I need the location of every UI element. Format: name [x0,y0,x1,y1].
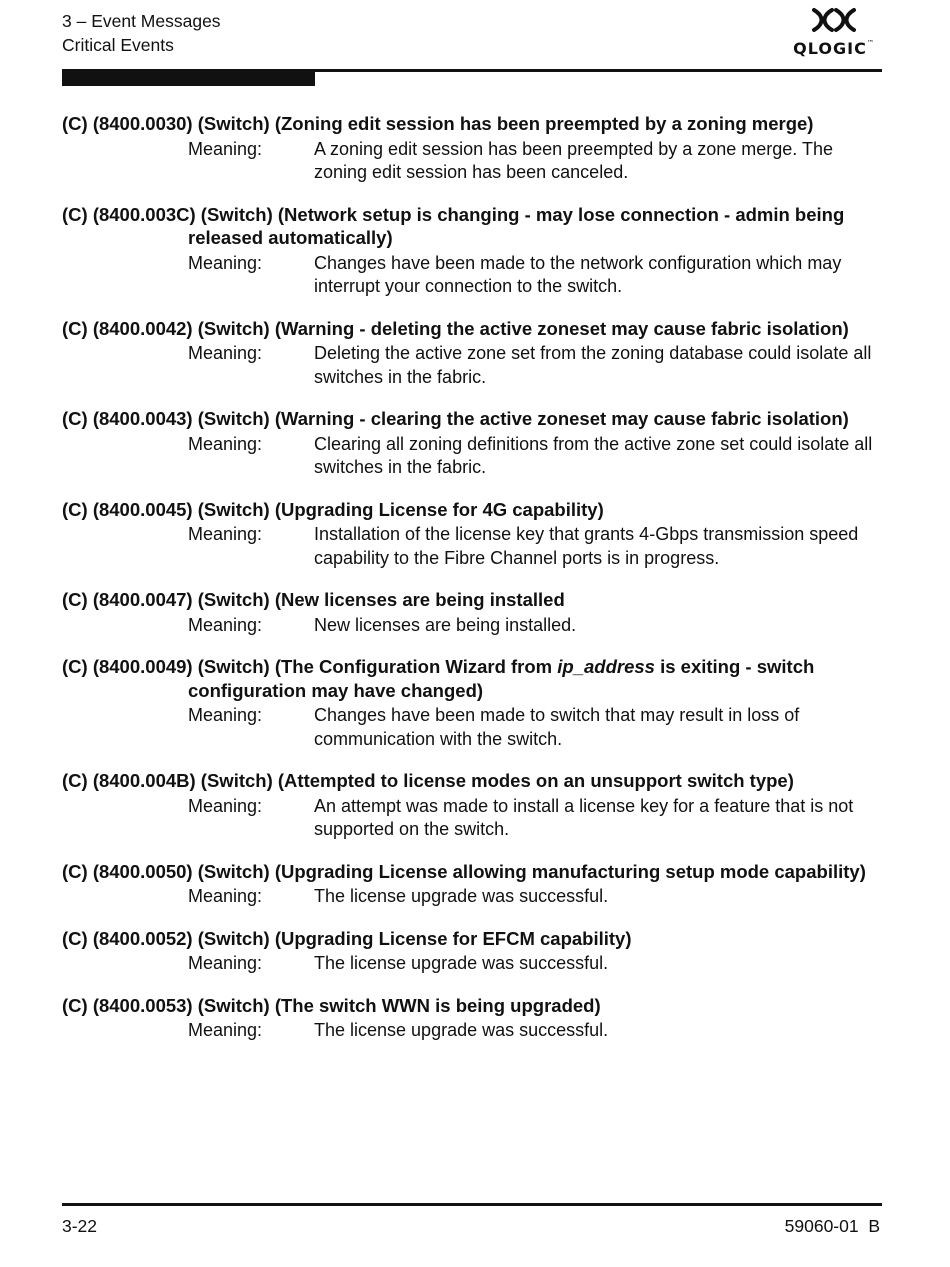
event-title: (C) (8400.004B) (Switch) (Attempted to license modes on an unsupport switch type) [62,770,794,791]
logo-trademark: ™ [866,39,875,47]
event-title: (C) (8400.0043) (Switch) (Warning - clearing the active zoneset may cause fabric isolation) [62,408,849,429]
meaning-text: Clearing all zoning definitions from the active zone set could isolate all switches in the fabric. [314,433,873,477]
event-entry [62,317,882,390]
meaning-text: The license upgrade was successful. [314,953,609,973]
chapter-title: 3 – Event Messages [62,11,221,31]
event-meaning [62,433,882,480]
meaning-text: A zoning edit session has been preempted by a zone merge. The zoning edit session has been canceled. [314,138,834,182]
meaning-label: Meaning: [188,614,263,635]
qlogic-logo [788,6,880,60]
event-title-variable: ip_address [557,656,655,677]
event-title: (C) (8400.0045) (Switch) (Upgrading License for 4G capability) [62,498,604,520]
event-entry [62,769,882,842]
event-title-start: (C) (8400.0049) (Switch) (The Configuration Wizard from [62,656,558,677]
logo-wordmark: QLOGIC [793,39,867,58]
event-title: (C) (8400.0050) (Switch) (Upgrading License allowing manufacturing setup mode capability) [62,860,866,882]
document-number: 59060-01 B [784,1216,880,1236]
meaning-label: Meaning: [188,795,263,816]
event-meaning [62,523,882,570]
meaning-label: Meaning: [188,886,263,906]
meaning-text: The license upgrade was successful. [314,1020,609,1040]
event-meaning [62,342,882,389]
meaning-text: Changes have been made to the network configuration which may interrupt your connection to the switch. [314,252,842,296]
event-title: (C) (8400.0047) (Switch) (New licenses are being installed [62,589,565,610]
header-tab-bar [62,72,315,86]
event-meaning [62,138,882,185]
event-meaning [62,614,882,638]
meaning-label: Meaning: [188,1020,263,1040]
event-list [62,112,882,1061]
event-title [62,655,882,702]
event-meaning [62,252,882,299]
event-entry [62,860,882,909]
meaning-text: Deleting the active zone set from the zoning database could isolate all switches in the fabric. [314,343,872,387]
meaning-text: An attempt was made to install a license key for a feature that is not supported on the switch. [314,795,854,839]
meaning-text: Changes have been made to switch that may result in loss of communication with the switch. [314,705,800,749]
event-entry [62,407,882,480]
qlogic-logo-icon [810,6,858,34]
meaning-label: Meaning: [188,433,263,454]
event-meaning [62,1019,882,1043]
meaning-text: New licenses are being installed. [314,614,577,635]
meaning-label: Meaning: [188,138,263,159]
event-entry [62,994,882,1043]
event-entry [62,655,882,751]
event-meaning [62,952,882,976]
meaning-label: Meaning: [188,524,263,544]
event-entry [62,927,882,976]
event-entry [62,588,882,637]
running-header [62,9,221,57]
meaning-label: Meaning: [188,953,263,973]
event-entry [62,112,882,185]
event-title: (C) (8400.0030) (Switch) (Zoning edit session has been preempted by a zoning merge) [62,113,814,134]
event-meaning [62,885,882,909]
event-entry [62,203,882,299]
event-meaning [62,795,882,842]
page-number: 3-22 [62,1216,98,1236]
event-meaning [62,704,882,751]
event-title-end: is exiting - switch configuration may have changed) [188,656,815,701]
event-title: (C) (8400.0052) (Switch) (Upgrading License for EFCM capability) [62,927,632,949]
event-title: (C) (8400.0053) (Switch) (The switch WWN is being upgraded) [62,994,601,1016]
event-title: (C) (8400.003C) (Switch) (Network setup is changing - may lose connection - admin being released automatically) [62,203,845,248]
meaning-label: Meaning: [188,705,263,725]
event-entry [62,498,882,571]
meaning-text: The license upgrade was successful. [314,886,609,906]
section-title: Critical Events [62,35,174,55]
meaning-text: Installation of the license key that grants 4-Gbps transmission speed capability to the Fibre Channel ports is in progress. [314,524,859,568]
footer-rule [62,1203,882,1206]
event-title: (C) (8400.0042) (Switch) (Warning - deleting the active zoneset may cause fabric isolation) [62,317,849,339]
meaning-label: Meaning: [188,343,263,363]
meaning-label: Meaning: [188,252,263,273]
